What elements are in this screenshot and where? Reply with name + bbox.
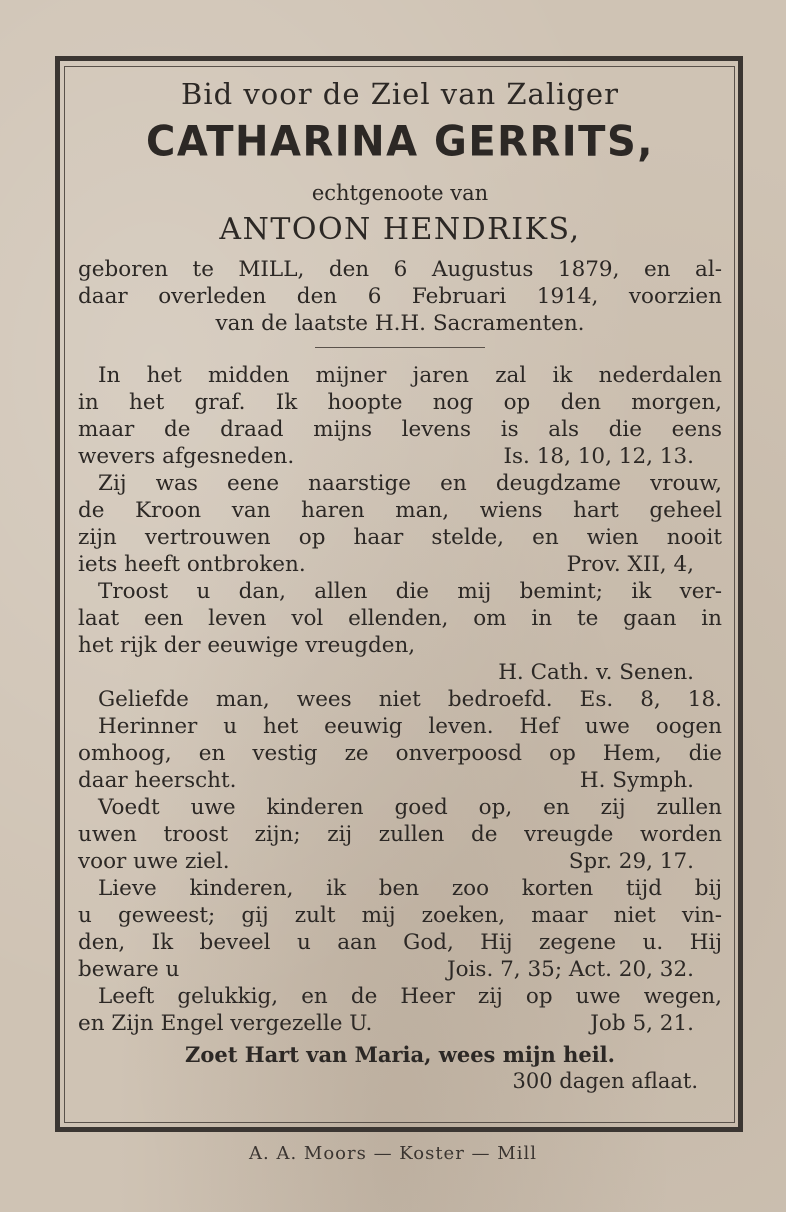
spouse-intro: echtgenoote van — [311, 181, 489, 205]
indulgence-note: 300 dagen aflaat. — [512, 1069, 698, 1093]
verse-line — [78, 767, 722, 794]
prayer-heading: Bid voor de Ziel van Zaliger — [181, 77, 619, 111]
verse-line: Troost u dan, allen die mij bemint; ik ver- — [98, 579, 722, 604]
verse-line: Herinner u het eeuwig leven. Hef uwe oogen — [98, 714, 722, 739]
verse-line: Leeft gelukkig, en de Heer zij op uwe wegen, — [98, 984, 722, 1009]
verse-line: Voedt uwe kinderen goed op, en zij zullen — [98, 795, 722, 820]
verse-line — [78, 443, 722, 470]
verse-line: Zij was eene naarstige en deugdzame vrouw, — [98, 471, 722, 496]
verse-line — [78, 659, 722, 686]
card-content — [78, 74, 722, 1095]
verse-text: en Zijn Engel vergezelle U. — [78, 1011, 373, 1036]
verse-line — [78, 956, 722, 983]
verse-line: maar de draad mijns levens is als die eens — [78, 417, 722, 442]
verse-line: zijn vertrouwen op haar stelde, en wien nooit — [78, 525, 722, 550]
printer-credit: A. A. Moors — Koster — Mill — [249, 1143, 537, 1164]
birth-line: van de laatste H.H. Sacramenten. — [215, 311, 585, 336]
verse-text: iets heeft ontbroken. — [78, 552, 306, 577]
deceased-name: CATHARINA GERRITS, — [146, 117, 654, 167]
birth-death-text — [78, 256, 722, 337]
verse-line: u geweest; gij zult mij zoeken, maar niet vin- — [78, 903, 722, 928]
scripture-reference: Prov. XII, 4, — [566, 552, 694, 577]
verse-line: uwen troost zijn; zij zullen de vreugde worden — [78, 822, 722, 847]
verse-text: daar heerscht. — [78, 768, 237, 793]
closing-invocation: Zoet Hart van Maria, wees mijn heil. — [185, 1042, 615, 1067]
verse-line: Lieve kinderen, ik ben zoo korten tijd bij — [98, 876, 722, 901]
scripture-reference: H. Symph. — [579, 768, 694, 793]
divider-rule — [315, 347, 485, 348]
verse-line: in het graf. Ik hoopte nog op den morgen, — [78, 390, 722, 415]
verse-text: voor uwe ziel. — [78, 849, 230, 874]
verse-text: beware u — [78, 957, 180, 982]
verses-block — [78, 362, 722, 1037]
verse-line: laat een leven vol ellenden, om in te gaan in — [78, 606, 722, 631]
verse-line — [78, 551, 722, 578]
verse-line: de Kroon van haren man, wiens hart geheel — [78, 498, 722, 523]
scripture-reference: Spr. 29, 17. — [568, 849, 694, 874]
scripture-reference: Job 5, 21. — [590, 1011, 694, 1036]
scripture-reference: Jois. 7, 35; Act. 20, 32. — [446, 957, 694, 982]
verse-line: Geliefde man, wees niet bedroefd. Es. 8, 18. — [98, 687, 722, 712]
birth-line: geboren te MILL, den 6 Augustus 1879, en al- — [78, 257, 722, 282]
verse-line: den, Ik beveel u aan God, Hij zegene u. Hij — [78, 930, 722, 955]
verse-line: het rijk der eeuwige vreugden, — [78, 633, 416, 658]
verse-text: wevers afgesneden. — [78, 444, 295, 469]
spouse-name: ANTOON HENDRIKS, — [219, 212, 581, 247]
verse-line — [78, 848, 722, 875]
verse-line: omhoog, en vestig ze onverpoosd op Hem, die — [78, 741, 722, 766]
verse-line: In het midden mijner jaren zal ik nederdalen — [98, 363, 722, 388]
birth-line: daar overleden den 6 Februari 1914, voorzien — [78, 284, 722, 309]
scripture-reference: Is. 18, 10, 12, 13. — [503, 444, 694, 469]
verse-line — [78, 1010, 722, 1037]
scripture-reference: H. Cath. v. Senen. — [498, 660, 694, 685]
